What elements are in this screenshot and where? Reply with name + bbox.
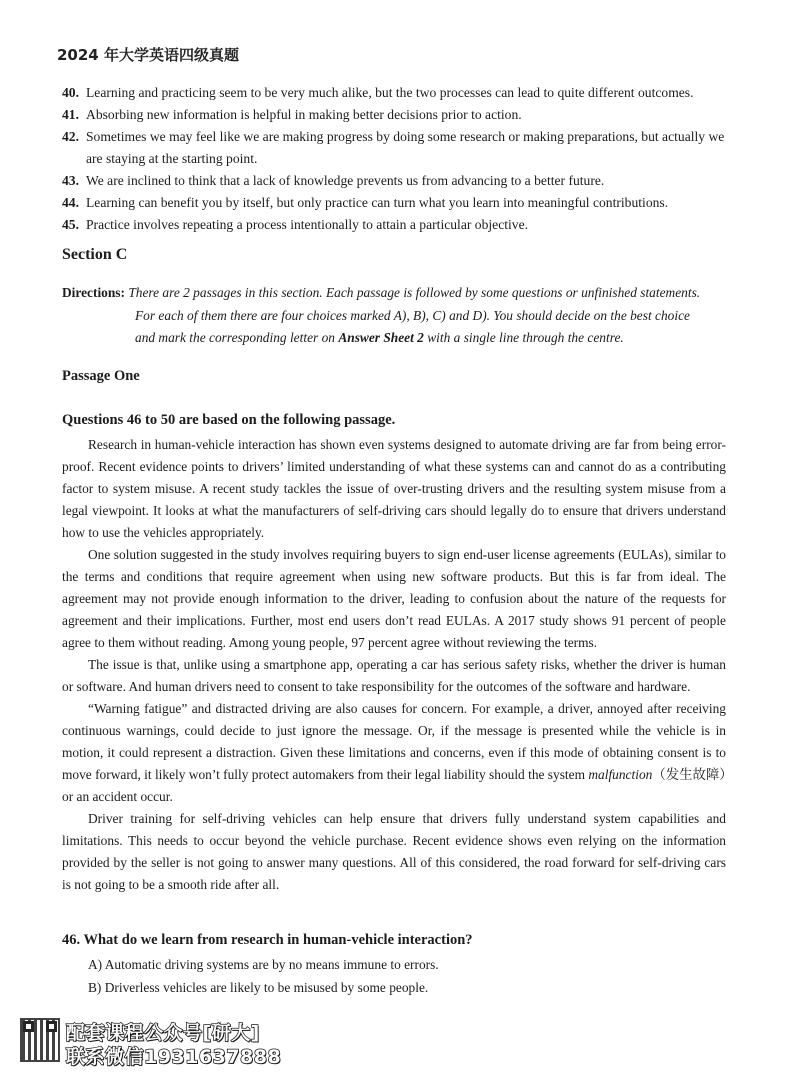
option-a: A) Automatic driving systems are by no means immune to errors.: [88, 957, 439, 972]
promo-footer: [20, 1018, 320, 1066]
promo-line-1: 配套课程公众号[研大]: [66, 1022, 260, 1044]
section-title: Section C: [62, 246, 128, 263]
page-header-title: 2024 年大学英语四级真题: [57, 46, 239, 64]
statement-number: 42.: [62, 129, 79, 144]
paragraph-4-term: malfunction: [588, 767, 653, 782]
statement-number: 40.: [62, 85, 79, 100]
passage-paragraph-1: Research in human-vehicle interaction has shown even systems designed to automate driving are far from being error-proof. Recent evidence points to drivers’ limited understanding of what these systems can and cannot do as a contributing factor to system misuse. A recent study tackles the issue of over-trusting drivers and the resulting system misuse from a legal viewpoint. It looks at what the manufacturers of self-driving cars should legally do to ensure that drivers understand how to use the vehicles appropriately.: [62, 437, 726, 540]
statement-text: Learning and practicing seem to be very much alike, but the two processes can lead to quite different outcomes.: [86, 85, 694, 100]
statement-item: [62, 214, 742, 236]
passage-body: [62, 434, 726, 896]
paragraph-4-pre: “Warning fatigue” and distracted driving are also causes for concern. For example, a driver, annoyed after receiving continuous warnings, could decide to just ignore the message. Or, if the message is presented while the vehicle is in motion, it could represent a distraction. Given these limitations and concerns, even if this mode of obtaining consent is to move forward, it likely won’t fully protect automakers from their legal liability should the system: [62, 701, 726, 782]
passage-paragraph-3: The issue is that, unlike using a smartphone app, operating a car has serious safety risks, whether the driver is human or software. And human drivers need to consent to take responsibility for the outcomes of the software and hardware.: [62, 657, 726, 694]
statement-item: [62, 126, 742, 170]
directions-line-3: [62, 327, 738, 350]
statement-number: 41.: [62, 107, 79, 122]
statement-text: Absorbing new information is helpful in making better decisions prior to action.: [86, 107, 522, 122]
statement-item: [62, 104, 742, 126]
statement-item: [62, 192, 742, 214]
directions-block: [62, 282, 738, 350]
paragraph-4-post: （发生故障）or an accident occur.: [62, 767, 726, 804]
questions-heading: Questions 46 to 50 are based on the following passage.: [62, 412, 396, 428]
directions-line-3-post: with a single line through the centre.: [423, 330, 624, 345]
statement-text: Learning can benefit you by itself, but only practice can turn what you learn into meaningful contributions.: [86, 195, 669, 210]
passage-paragraph-5: Driver training for self-driving vehicles can help ensure that drivers fully understand system capabilities and limitations. This needs to occur beyond the vehicle purchase. Recent evidence shows even relying on the information provided by the seller is not going to answer many questions. All of this considered, the road forward for self-driving cars is not going to be a smooth ride after all.: [62, 811, 726, 892]
statement-text: We are inclined to think that a lack of knowledge prevents us from advancing to a better future.: [86, 173, 605, 188]
directions-answer-sheet: Answer Sheet 2: [338, 330, 424, 345]
passage-name: Passage One: [62, 368, 140, 384]
statement-item: [62, 82, 742, 104]
statement-text: Sometimes we may feel like we are making progress by doing some research or making preparations, but actually we are staying at the starting point.: [86, 129, 725, 166]
statement-list: [62, 82, 742, 236]
answer-options: [88, 953, 439, 999]
question-stem: 46. What do we learn from research in human-vehicle interaction?: [62, 932, 473, 948]
directions-label: Directions:: [62, 285, 125, 300]
statement-text: Practice involves repeating a process intentionally to attain a particular objective.: [86, 217, 529, 232]
directions-line-2: For each of them there are four choices marked A), B), C) and D). You should decide on the best choice: [135, 307, 690, 323]
directions-line-1: There are 2 passages in this section. Each passage is followed by some questions or unfinished statements.: [128, 285, 701, 300]
option-b: B) Driverless vehicles are likely to be misused by some people.: [88, 980, 429, 995]
passage-paragraph-2: One solution suggested in the study involves requiring buyers to sign end-user license agreements (EULAs), similar to the terms and conditions that require agreement when using new software products. But this is far from ideal. The agreement may not provide enough information to the driver, leading to confusion about the nature of the requests for agreement and their implications. Further, most end users don’t read EULAs. A 2017 study shows 91 percent of people agree to them without reading. Among young people, 97 percent agree without reviewing the terms.: [62, 547, 726, 650]
promo-line-2: 联系微信1931637888: [66, 1046, 282, 1068]
statement-item: [62, 170, 742, 192]
statement-number: 44.: [62, 195, 79, 210]
statement-number: 43.: [62, 173, 79, 188]
statement-number: 45.: [62, 217, 79, 232]
directions-line-3-pre: and mark the corresponding letter on: [135, 330, 339, 345]
passage-paragraph-4: [62, 698, 726, 808]
qr-code-icon: [20, 1018, 60, 1062]
